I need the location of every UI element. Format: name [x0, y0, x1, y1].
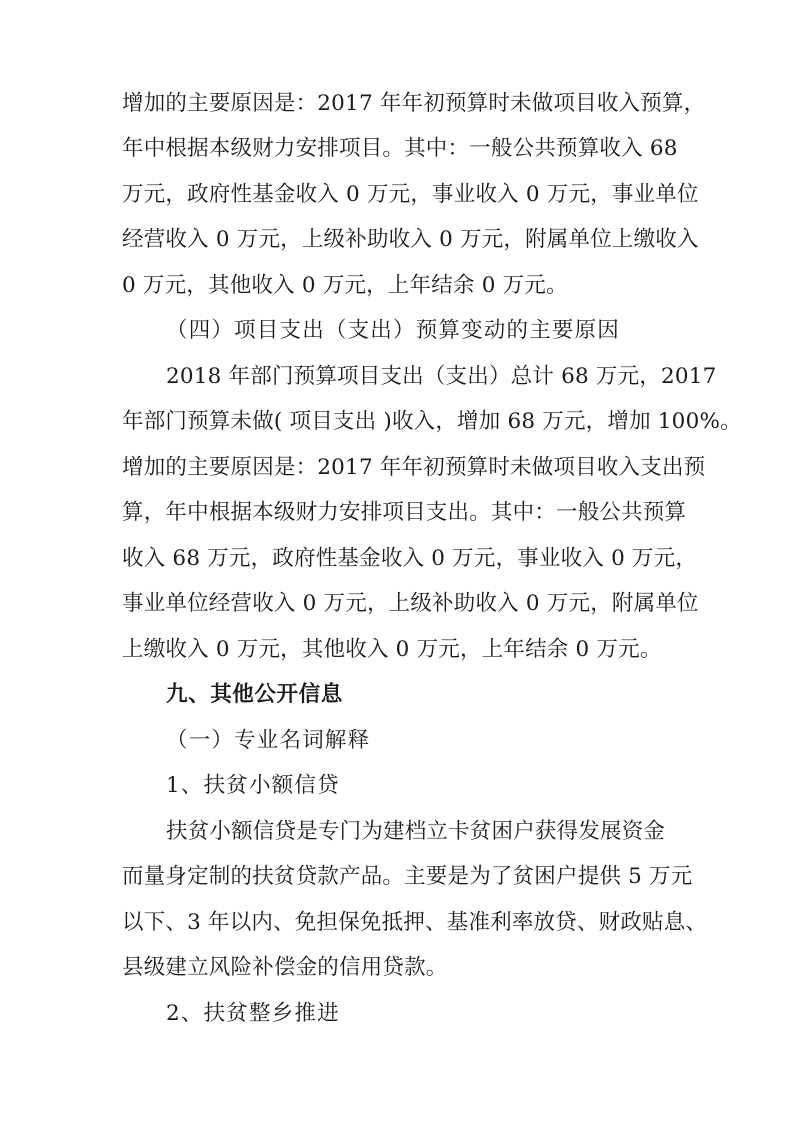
- paragraph-line: 增加的主要原因是：2017 年年初预算时未做项目收入预算，: [122, 91, 706, 116]
- section-heading: 九、其他公开信息: [166, 682, 343, 707]
- paragraph-line: 经营收入 0 万元，上级补助收入 0 万元，附属单位上缴收入: [122, 227, 699, 252]
- section-subheading: （一）专业名词解释: [166, 728, 371, 753]
- paragraph-line: 2018 年部门预算项目支出（支出）总计 68 万元，2017: [166, 364, 717, 389]
- term-heading: 2、扶贫整乡推进: [166, 1001, 340, 1026]
- paragraph-line: 上缴收入 0 万元，其他收入 0 万元，上年结余 0 万元。: [122, 637, 662, 662]
- paragraph-line: 县级建立风险补偿金的信用贷款。: [122, 955, 448, 980]
- paragraph-line: 年部门预算未做( 项目支出 )收入，增加 68 万元，增加 100%。: [122, 409, 742, 434]
- paragraph-line: 以下、3 年以内、免担保免抵押、基准利率放贷、财政贴息、: [122, 910, 708, 935]
- paragraph-line: 算，年中根据本级财力安排项目支出。其中：一般公共预算: [122, 500, 687, 525]
- paragraph-line: 0 万元，其他收入 0 万元，上年结余 0 万元。: [122, 273, 568, 298]
- term-heading: 1、扶贫小额信贷: [166, 773, 340, 798]
- paragraph-line: 收入 68 万元，政府性基金收入 0 万元，事业收入 0 万元，: [122, 546, 698, 571]
- section-subheading: （四）项目支出（支出）预算变动的主要原因: [166, 318, 621, 343]
- paragraph-line: 事业单位经营收入 0 万元，上级补助收入 0 万元，附属单位: [122, 591, 699, 616]
- paragraph-line: 扶贫小额信贷是专门为建档立卡贫困户获得发展资金: [166, 819, 666, 844]
- paragraph-line: 而量身定制的扶贫贷款产品。主要是为了贫困户提供 5 万元: [122, 864, 693, 889]
- paragraph-line: 年中根据本级财力安排项目。其中：一般公共预算收入 68: [122, 136, 678, 161]
- paragraph-line: 万元，政府性基金收入 0 万元，事业收入 0 万元，事业单位: [122, 182, 699, 207]
- paragraph-line: 增加的主要原因是：2017 年年初预算时未做项目收入支出预: [122, 455, 706, 480]
